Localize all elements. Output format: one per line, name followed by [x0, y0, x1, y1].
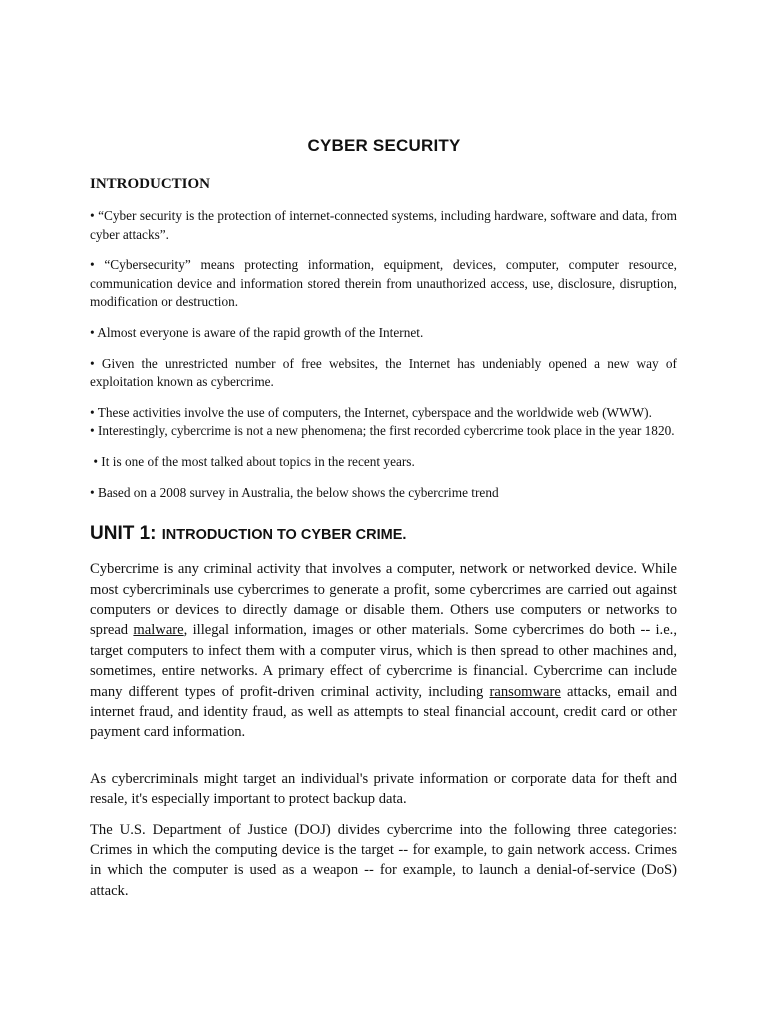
unit-heading-prefix: UNIT 1: — [90, 523, 162, 545]
bullet-talked-about: • It is one of the most talked about topics in the recent years. — [90, 453, 415, 469]
malware-link[interactable]: malware — [133, 622, 184, 639]
bullet-survey: • Based on a 2008 survey in Australia, the below shows the cybercrime trend — [90, 484, 499, 500]
paragraph-text: Cybercrime is any criminal activity that involves a computer, network or networked device. While most cybercriminals use cybercrimes to generate a profit, some cybercrimes are carried out against computers or devices to directly damage or disable them. Others use computers or networks to spread — [90, 561, 677, 639]
unit-heading — [90, 522, 677, 547]
bullet-free-websites: • Given the unrestricted number of free websites, the Internet has undeniably opened a new way of exploitation known as cybercrime. — [90, 355, 677, 390]
introduction-heading: INTRODUCTION — [90, 176, 211, 192]
paragraph-cybercrime-definition — [90, 559, 677, 743]
bullet-definition: • “Cyber security is the protection of internet-connected systems, including hardware, software and data, from cyber attacks”. — [90, 208, 677, 242]
bullet-activities: • These activities involve the use of computers, the Internet, cyberspace and the worldwide web (WWW). — [90, 404, 652, 420]
bullet-history: • Interestingly, cybercrime is not a new phenomena; the first recorded cybercrime took place in the year 1820. — [90, 423, 675, 439]
bullet-cybersecurity-meaning: • “Cybersecurity” means protecting information, equipment, devices, computer, computer resource, communication device and information stored therein from unauthorized access, use, disclosure, disruption, modification or destruction. — [90, 257, 677, 310]
paragraph-text: , illegal information, images or other materials. Some cybercrimes do both -- i.e., target computers to infect them with a computer virus, which is then spread to other machines and, sometimes, entire networks. A primary effect of cybercrime is financial. Cybercrime can include many different types of profit-driven criminal activity, including — [90, 622, 677, 700]
document-body — [90, 176, 677, 911]
unit-heading-title: INTRODUCTION TO CYBER CRIME. — [161, 527, 407, 544]
paragraph-backup-data: As cybercriminals might target an individual's private information or corporate data for theft and resale, it's especially important to protect backup data. — [90, 770, 677, 808]
paragraph-text: attacks, email and internet fraud, and identity fraud, as well as attempts to steal financial account, credit card or other payment card information. — [90, 683, 677, 741]
document-title: CYBER SECURITY — [307, 136, 461, 155]
ransomware-link[interactable]: ransomware — [489, 683, 561, 700]
bullet-internet-growth: • Almost everyone is aware of the rapid growth of the Internet. — [90, 324, 424, 340]
paragraph-doj-categories: The U.S. Department of Justice (DOJ) divides cybercrime into the following three categories: Crimes in which the computing device is the target -- for example, to gain network access. Crimes in which the computer is used as a weapon -- for example, to launch a denial-of-service (DoS) attack. — [90, 821, 677, 899]
